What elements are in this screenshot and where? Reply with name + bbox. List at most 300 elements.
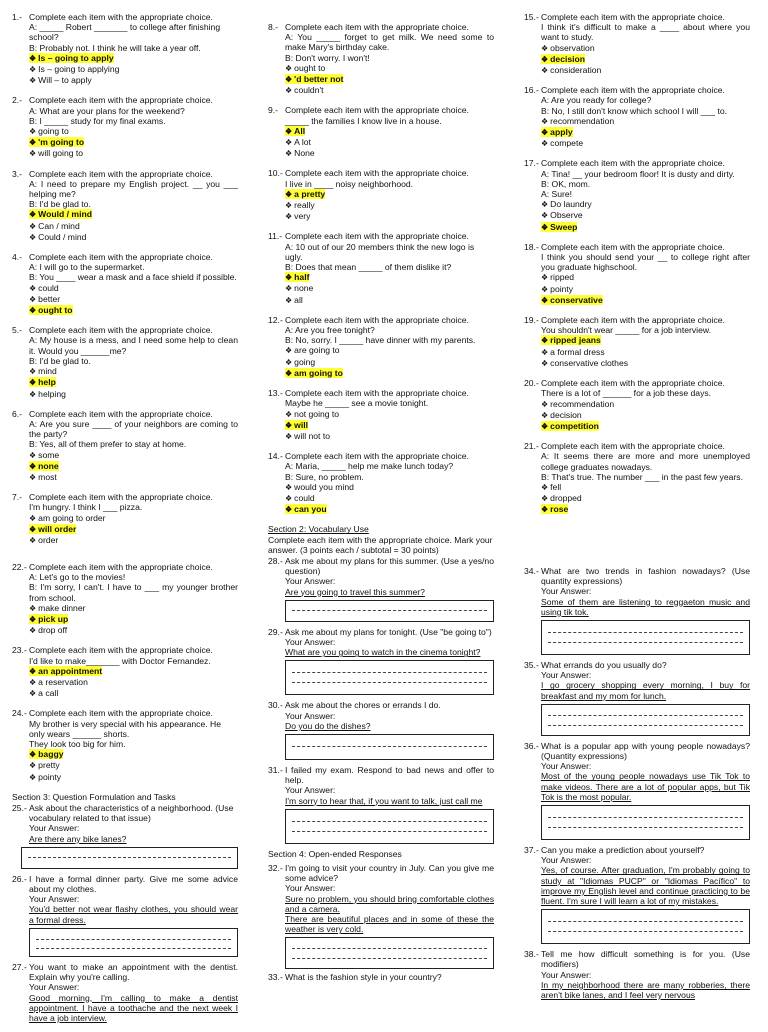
choice-option[interactable]	[285, 493, 494, 504]
question-number: 35.-	[524, 660, 539, 671]
diamond-bullet-icon: ❖	[541, 200, 549, 210]
diamond-bullet-icon: ❖	[541, 410, 549, 420]
choice-text: a call	[38, 688, 59, 699]
choice-option[interactable]	[285, 368, 494, 379]
choice-option[interactable]	[29, 688, 238, 699]
question-number: 28.-	[268, 556, 283, 566]
choice-text: recommendation	[550, 398, 615, 409]
question-10	[268, 168, 494, 222]
question-30	[268, 700, 494, 760]
choice-text: an appointment	[38, 665, 103, 676]
choice-option[interactable]	[29, 603, 238, 614]
answer-text: I'm sorry to hear that, if you want to talk, just call me	[285, 795, 483, 806]
prompt-line: A: My house is a mess, and I need some help to clean it. Would you ______me?	[29, 335, 238, 356]
diamond-bullet-icon: ❖	[29, 772, 37, 782]
answer-box[interactable]	[285, 660, 494, 695]
choice-option[interactable]	[541, 493, 750, 504]
choice-text: better	[38, 293, 61, 304]
choice-option[interactable]	[29, 389, 238, 400]
answer-label: Your Answer:	[541, 969, 592, 980]
answer-label: Your Answer:	[541, 855, 592, 866]
answer-box[interactable]	[285, 600, 494, 622]
diamond-bullet-icon: ❖	[285, 75, 293, 85]
answer-text: You'd better not wear flashy clothes, you should wear a formal dress.	[29, 904, 238, 925]
question-37	[524, 845, 750, 944]
question-number: 5.-	[12, 325, 23, 336]
diamond-bullet-icon: ❖	[285, 63, 293, 73]
question-32	[268, 863, 494, 969]
answer-text: Are you going to travel this summer?	[285, 586, 425, 597]
prompt-line: A: Tina! __ your bedroom floor! It is dusty and dirty.	[541, 168, 735, 179]
choice-option[interactable]	[29, 666, 238, 677]
choice-option[interactable]	[29, 450, 238, 461]
diamond-bullet-icon: ❖	[29, 666, 37, 676]
question-number: 36.-	[524, 740, 539, 751]
answer-label: Your Answer:	[285, 710, 336, 721]
choice-option[interactable]	[29, 137, 238, 148]
choice-option[interactable]	[541, 482, 750, 493]
answer-text: I go grocery shopping every morning, I buy for breakfast and my mom for lunch.	[541, 680, 750, 701]
answer-box[interactable]	[29, 928, 238, 957]
choice-option[interactable]	[541, 138, 750, 149]
prompt-text: Ask me about the chores or errands I do.	[285, 700, 441, 711]
choice-text: a reservation	[38, 677, 88, 688]
choice-option[interactable]	[285, 74, 494, 85]
question-number: 1.-	[12, 12, 23, 22]
column-5	[268, 556, 494, 992]
diamond-bullet-icon: ❖	[541, 358, 549, 368]
diamond-bullet-icon: ❖	[29, 138, 37, 148]
choice-text: very	[294, 211, 311, 222]
choice-option[interactable]	[29, 461, 238, 472]
question-26	[12, 874, 238, 957]
choice-text: recommendation	[550, 115, 615, 126]
question-number: 25.-	[12, 803, 27, 814]
answer-box[interactable]	[285, 734, 494, 760]
prompt-line: A: Are you ready for college?	[541, 95, 652, 106]
choice-option[interactable]	[541, 335, 750, 346]
choice-option[interactable]	[29, 524, 238, 535]
question-number: 14.-	[268, 451, 283, 462]
choice-option[interactable]	[541, 347, 750, 358]
choice-text: all	[294, 294, 303, 305]
question-1	[12, 12, 238, 86]
prompt-line: B: Probably not. I think he will take a year off.	[29, 42, 201, 53]
diamond-bullet-icon: ❖	[29, 626, 37, 636]
choice-text: Will – to apply	[38, 75, 92, 86]
choice-option[interactable]	[285, 431, 494, 442]
question-34	[524, 566, 750, 655]
question-11	[268, 231, 494, 305]
instruction: Complete each item with the appropriate choice.	[541, 315, 725, 326]
question-27	[12, 962, 238, 1023]
prompt-line: B: OK, mom.	[541, 178, 591, 189]
diamond-bullet-icon: ❖	[541, 284, 549, 294]
choice-option[interactable]	[29, 126, 238, 137]
choice-text: competition	[550, 420, 599, 431]
choice-text: could	[294, 492, 315, 503]
instruction: Complete each item with the appropriate choice.	[541, 85, 725, 96]
prompt-line: A: Sure!	[541, 189, 573, 200]
question-9	[268, 105, 494, 159]
choice-option[interactable]	[29, 614, 238, 625]
answer-box[interactable]	[541, 704, 750, 736]
question-number: 33.-	[268, 972, 283, 983]
question-16	[524, 85, 750, 149]
instruction: Complete each item with the appropriate choice.	[29, 252, 213, 263]
choice-text: Observe	[550, 210, 583, 221]
diamond-bullet-icon: ❖	[541, 211, 549, 221]
question-number: 11.-	[268, 231, 283, 242]
choice-option[interactable]	[285, 148, 494, 159]
question-number: 2.-	[12, 95, 23, 106]
answer-text: Most of the young people nowadays use Tik Tok to make videos. There are a lot of popular apps, but Tik Tok is the most popular.	[541, 771, 750, 802]
section-4-title: Section 4: Open-ended Responses	[268, 848, 402, 859]
diamond-bullet-icon: ❖	[541, 336, 549, 346]
choice-text: pointy	[38, 771, 62, 782]
prompt-line: I think you should send your __ to college right after you graduate highschool.	[541, 252, 750, 273]
choice-text: Sweep	[550, 221, 578, 232]
choice-option[interactable]	[29, 513, 238, 524]
answer-label: Your Answer:	[29, 982, 80, 993]
choice-text: really	[294, 200, 315, 211]
diamond-bullet-icon: ❖	[541, 482, 549, 492]
answer-label: Your Answer:	[285, 883, 336, 894]
choice-text: Could / mind	[38, 231, 87, 242]
choice-option[interactable]	[285, 504, 494, 515]
diamond-bullet-icon: ❖	[541, 421, 549, 431]
choice-text: pick up	[38, 614, 69, 625]
diamond-bullet-icon: ❖	[285, 346, 293, 356]
choice-text: order	[38, 534, 59, 545]
diamond-bullet-icon: ❖	[285, 284, 293, 294]
diamond-bullet-icon: ❖	[541, 505, 549, 515]
choice-option[interactable]	[285, 482, 494, 493]
prompt-line: A: Are you sure ____ of your neighbors are coming to the party?	[29, 418, 238, 440]
choice-option[interactable]	[285, 63, 494, 74]
choice-text: helping	[38, 388, 66, 399]
diamond-bullet-icon: ❖	[29, 378, 37, 388]
instruction: Complete each item with the appropriate choice.	[285, 388, 469, 399]
choice-text: None	[294, 148, 315, 159]
section-2	[268, 524, 494, 555]
choice-option[interactable]	[29, 677, 238, 688]
question-number: 12.-	[268, 314, 283, 325]
diamond-bullet-icon: ❖	[285, 420, 293, 430]
question-19	[524, 315, 750, 369]
choice-text: a pretty	[294, 188, 326, 199]
choice-option[interactable]	[285, 126, 494, 137]
section-3-title: Section 3: Question Formulation and Tasks	[12, 791, 176, 802]
instruction: Complete each item with the appropriate choice.	[541, 378, 725, 389]
question-number: 32.-	[268, 863, 283, 874]
diamond-bullet-icon: ❖	[285, 482, 293, 492]
choice-option[interactable]	[285, 420, 494, 431]
diamond-bullet-icon: ❖	[541, 66, 549, 76]
diamond-bullet-icon: ❖	[29, 461, 37, 471]
question-8	[268, 22, 494, 96]
choice-option[interactable]	[541, 272, 750, 283]
choice-option[interactable]	[285, 409, 494, 420]
choice-text: ought to	[294, 62, 326, 73]
prompt-line: B: Yes, all of them prefer to stay at home.	[29, 439, 187, 450]
question-number: 29.-	[268, 626, 283, 637]
prompt-line: B: No, sorry. I _____ have dinner with my parents.	[285, 335, 476, 346]
choice-text: will order	[38, 523, 77, 534]
choice-text: Is – going to apply	[38, 52, 114, 63]
prompt-text: Tell me how difficult something is for you. (Use modifiers)	[541, 949, 750, 970]
prompt-line: B: Sure, no problem.	[285, 471, 364, 482]
choice-option[interactable]	[541, 43, 750, 54]
answer-box[interactable]	[541, 805, 750, 840]
question-number: 24.-	[12, 708, 27, 719]
instruction: Complete each item with the appropriate choice.	[29, 12, 213, 22]
choice-option[interactable]	[541, 399, 750, 410]
question-number: 21.-	[524, 441, 539, 452]
choice-option[interactable]	[29, 209, 238, 220]
choice-option[interactable]	[541, 54, 750, 65]
column-4	[12, 562, 238, 1032]
question-number: 38.-	[524, 949, 539, 960]
choice-option[interactable]	[29, 625, 238, 636]
choice-text: conservative clothes	[550, 357, 629, 368]
choice-option[interactable]	[541, 127, 750, 138]
choice-text: not going to	[294, 408, 340, 419]
choice-text: Is – going to applying	[38, 64, 120, 75]
prompt-line: I live in ____ noisy neighborhood.	[285, 178, 414, 189]
choice-option[interactable]	[541, 65, 750, 76]
instruction: Complete each item with the appropriate choice.	[285, 314, 469, 325]
diamond-bullet-icon: ❖	[29, 283, 37, 293]
question-number: 26.-	[12, 873, 27, 884]
choice-option[interactable]	[29, 366, 238, 377]
question-number: 23.-	[12, 645, 27, 656]
choice-text: make dinner	[38, 602, 86, 613]
choice-text: fell	[550, 481, 562, 492]
answer-box[interactable]	[541, 620, 750, 655]
diamond-bullet-icon: ❖	[285, 409, 293, 419]
choice-text: am going to	[294, 367, 343, 378]
question-21	[524, 441, 750, 515]
choice-option[interactable]	[541, 210, 750, 221]
diamond-bullet-icon: ❖	[29, 76, 37, 86]
prompt-text: What is a popular app with young people nowadays? (Quantity expressions)	[541, 740, 750, 762]
question-number: 17.-	[524, 158, 539, 169]
prompt-line: _____ the families I know live in a house.	[285, 115, 442, 126]
diamond-bullet-icon: ❖	[29, 678, 37, 688]
question-7	[12, 492, 238, 546]
question-number: 6.-	[12, 408, 23, 419]
question-38	[524, 949, 750, 1000]
diamond-bullet-icon: ❖	[285, 493, 293, 503]
prompt-line: A: Let's go to the movies!	[29, 572, 126, 583]
diamond-bullet-icon: ❖	[541, 116, 549, 126]
choice-option[interactable]	[29, 64, 238, 75]
instruction: Complete each item with the appropriate choice.	[29, 492, 213, 503]
choice-option[interactable]	[29, 53, 238, 64]
instruction: Complete each item with the appropriate choice.	[541, 441, 725, 452]
choice-text: conservative	[550, 294, 603, 305]
diamond-bullet-icon: ❖	[285, 189, 293, 199]
diamond-bullet-icon: ❖	[285, 505, 293, 515]
diamond-bullet-icon: ❖	[541, 494, 549, 504]
choice-text: some	[38, 449, 60, 460]
choice-option[interactable]	[285, 283, 494, 294]
choice-option[interactable]	[285, 189, 494, 200]
question-36	[524, 741, 750, 840]
choice-option[interactable]	[29, 75, 238, 86]
prompt-line: B: Don't worry. I won't!	[285, 52, 370, 63]
prompt-line: B: That's true. The number ___ in the past few years.	[541, 471, 743, 482]
choice-text: help	[38, 377, 56, 388]
instruction: Complete each item with the appropriate choice.	[29, 645, 213, 656]
answer-box[interactable]	[285, 809, 494, 844]
choice-option[interactable]	[541, 421, 750, 432]
prompt-line: B: I'd be glad to.	[29, 355, 91, 366]
choice-text: pointy	[550, 283, 574, 294]
answer-text: What are you going to watch in the cinema tonight?	[285, 647, 481, 658]
choice-option[interactable]	[541, 358, 750, 369]
choice-option[interactable]	[29, 305, 238, 316]
diamond-bullet-icon: ❖	[541, 399, 549, 409]
choice-option[interactable]	[29, 294, 238, 305]
answer-text: In my neighborhood there are many robberies, there aren't bike lanes, and I feel very nervous	[541, 979, 750, 1001]
choice-option[interactable]	[29, 472, 238, 483]
diamond-bullet-icon: ❖	[541, 139, 549, 149]
prompt-line: They look too big for him.	[29, 739, 126, 750]
choice-option[interactable]	[29, 760, 238, 771]
question-29	[268, 627, 494, 696]
choice-text: mind	[38, 366, 57, 377]
question-number: 10.-	[268, 168, 283, 179]
diamond-bullet-icon: ❖	[29, 535, 37, 545]
choice-text: Would / mind	[38, 209, 92, 220]
prompt-text: I'm going to visit your country in July. Can you give me some advice?	[285, 863, 494, 884]
choice-option[interactable]	[541, 284, 750, 295]
diamond-bullet-icon: ❖	[29, 367, 37, 377]
diamond-bullet-icon: ❖	[541, 273, 549, 283]
instruction: Complete each item with the appropriate choice.	[29, 95, 213, 106]
diamond-bullet-icon: ❖	[29, 53, 37, 63]
answer-box[interactable]	[541, 909, 750, 944]
choice-text: observation	[550, 42, 595, 53]
question-13	[268, 388, 494, 442]
choice-option[interactable]	[285, 272, 494, 283]
answer-text: Good morning, I'm calling to make a dentist appointment. I have a toothache and the next week I have a job interview.	[29, 992, 238, 1023]
choice-option[interactable]	[29, 772, 238, 783]
choice-option[interactable]	[541, 116, 750, 127]
question-number: 20.-	[524, 378, 539, 389]
question-number: 3.-	[12, 168, 23, 179]
choice-option[interactable]	[285, 137, 494, 148]
prompt-line: B: Does that mean _____ of them dislike it?	[285, 262, 452, 273]
diamond-bullet-icon: ❖	[541, 54, 549, 64]
instruction: Complete each item with the appropriate choice.	[29, 325, 213, 336]
diamond-bullet-icon: ❖	[29, 513, 37, 523]
diamond-bullet-icon: ❖	[29, 306, 37, 316]
choice-text: going to	[38, 126, 69, 137]
prompt-line: A: What are your plans for the weekend?	[29, 105, 185, 116]
choice-text: most	[38, 471, 57, 482]
choice-option[interactable]	[29, 232, 238, 243]
choice-option[interactable]	[285, 200, 494, 211]
diamond-bullet-icon: ❖	[285, 149, 293, 159]
choice-option[interactable]	[29, 377, 238, 388]
choice-text: couldn't	[294, 85, 324, 96]
choice-option[interactable]	[29, 221, 238, 232]
question-12	[268, 315, 494, 379]
choice-text: A lot	[294, 137, 311, 148]
choice-option[interactable]	[285, 85, 494, 96]
answer-label: Your Answer:	[285, 576, 336, 587]
prompt-line: B: You ____ wear a mask and a face shield if possible.	[29, 272, 237, 283]
prompt-line: A: Are you free tonight?	[285, 325, 375, 336]
question-number: 34.-	[524, 566, 539, 576]
answer-text: Some of them are listening to reggaeton music and using tik tok.	[541, 596, 750, 617]
column-1	[12, 12, 238, 555]
choice-text: can you	[294, 504, 327, 515]
choice-text: will not to	[294, 430, 330, 441]
prompt-line: I'd like to make_______ with Doctor Fernandez.	[29, 655, 211, 666]
choice-option[interactable]	[285, 345, 494, 356]
choice-text: consideration	[550, 65, 602, 76]
choice-option[interactable]	[285, 357, 494, 368]
choice-text: will	[294, 419, 309, 430]
choice-option[interactable]	[29, 283, 238, 294]
choice-text: 'd better not	[294, 74, 344, 85]
choice-option[interactable]	[29, 749, 238, 760]
choice-option[interactable]	[29, 148, 238, 159]
choice-option[interactable]	[541, 199, 750, 210]
diamond-bullet-icon: ❖	[29, 149, 37, 159]
question-33	[268, 972, 494, 982]
instruction: Complete each item with the appropriate choice.	[29, 562, 213, 572]
question-18	[524, 242, 750, 306]
choice-text: decision	[550, 409, 582, 420]
question-24	[12, 708, 238, 782]
prompt-line: A: I will go to the supermarket.	[29, 262, 145, 273]
instruction: Complete each item with the appropriate choice.	[29, 168, 213, 179]
question-number: 7.-	[12, 492, 23, 503]
answer-box[interactable]	[21, 847, 238, 869]
answer-text: There are beautiful places and in some of these the weather is very cold.	[285, 914, 494, 935]
choice-option[interactable]	[285, 295, 494, 306]
column-2	[268, 22, 494, 555]
answer-label: Your Answer:	[285, 785, 336, 796]
choice-text: could	[38, 282, 59, 293]
prompt-text: Ask me about my plans for tonight. (Use "be going to")	[285, 626, 492, 637]
question-2	[12, 95, 238, 159]
prompt-text: Ask about the characteristics of a neighborhood. (Use vocabulary related to that issue)	[29, 803, 234, 824]
choice-option[interactable]	[29, 535, 238, 546]
choice-option[interactable]	[541, 295, 750, 306]
prompt-text: What are two trends in fashion nowadays? (Use quantity expressions)	[541, 566, 750, 587]
question-number: 8.-	[268, 22, 279, 32]
question-14	[268, 451, 494, 515]
choice-option[interactable]	[541, 504, 750, 515]
choice-option[interactable]	[541, 222, 750, 233]
diamond-bullet-icon: ❖	[29, 65, 37, 75]
diamond-bullet-icon: ❖	[29, 450, 37, 460]
answer-box[interactable]	[285, 937, 494, 969]
choice-option[interactable]	[541, 410, 750, 421]
instruction: Complete each item with the appropriate choice.	[541, 241, 725, 252]
question-number: 30.-	[268, 700, 283, 711]
choice-text: decision	[550, 53, 586, 64]
question-28	[268, 556, 494, 622]
choice-text: would you mind	[294, 481, 354, 492]
choice-option[interactable]	[285, 211, 494, 222]
